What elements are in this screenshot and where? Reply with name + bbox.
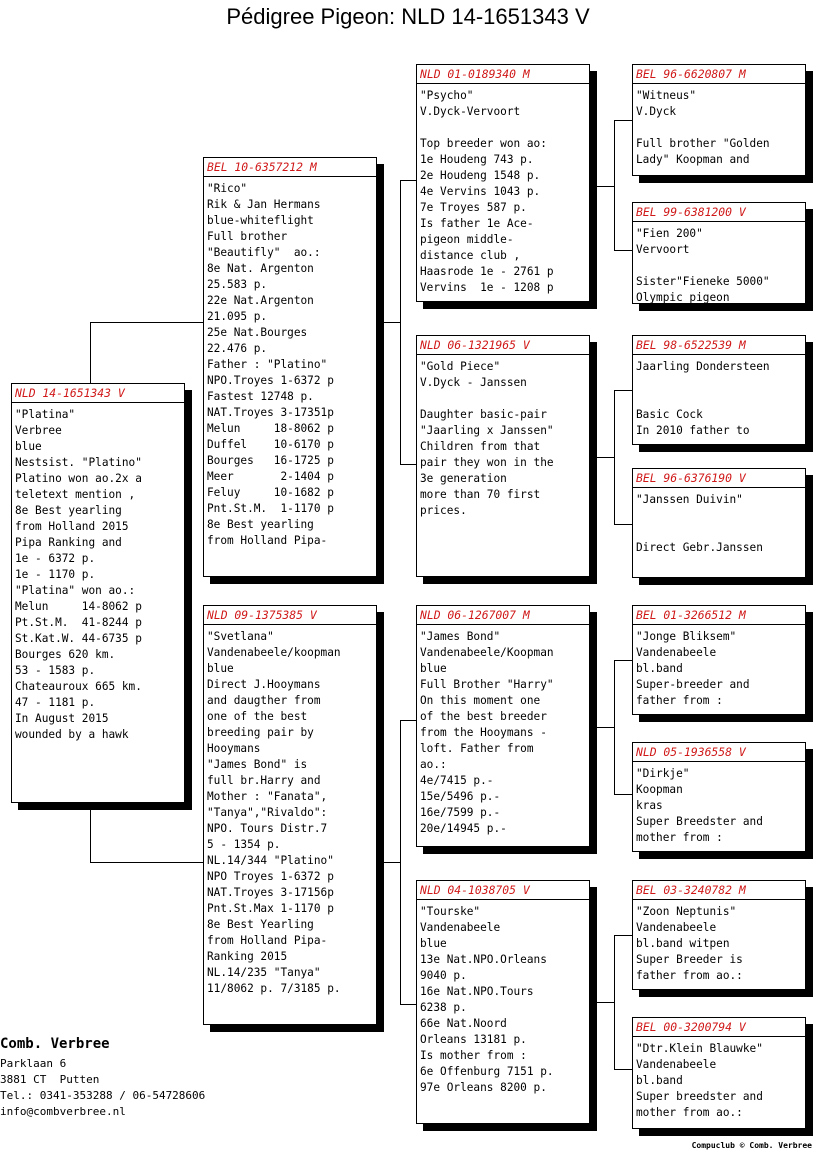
pigeon-notes xyxy=(420,359,586,519)
note-line: Vandenabeele xyxy=(636,921,717,934)
note-line: NL.14/344 "Platino" xyxy=(207,854,334,867)
note-line: from Holland 2015 xyxy=(15,520,129,533)
note-line: 4e Vervins 1043 p. xyxy=(420,185,541,198)
note-line: NPO.Troyes 1-6372 p xyxy=(207,374,334,387)
ring-number: NLD 06-1267007 M xyxy=(417,608,589,625)
connector xyxy=(614,524,632,525)
note-line: Vandenabeele/koopman xyxy=(207,646,341,659)
connector xyxy=(614,935,632,936)
note-line: 20e/14945 p.- xyxy=(420,822,507,835)
note-line xyxy=(636,120,802,136)
note-line: Sister"Fieneke 5000" xyxy=(636,275,770,288)
connector xyxy=(596,1002,614,1003)
note-line: 6e Offenburg 7151 p. xyxy=(420,1065,554,1078)
note-line: Bourges 620 km. xyxy=(15,648,116,661)
note-line: 1e Houdeng 743 p. xyxy=(420,153,534,166)
note-line: Super-breeder and xyxy=(636,678,750,691)
note-line: Super breedster and xyxy=(636,1090,763,1103)
pigeon-card-sire xyxy=(203,157,377,577)
pigeon-card-sss xyxy=(632,64,806,176)
connector xyxy=(90,322,204,323)
pigeon-notes xyxy=(420,629,586,837)
note-line: Basic Cock xyxy=(636,408,703,421)
pigeon-notes xyxy=(15,407,181,743)
note-line: Father : "Platino" xyxy=(207,358,328,371)
note-line xyxy=(420,120,586,136)
note-line: breeding pair by xyxy=(207,726,314,739)
note-line: 8e Best yearling xyxy=(15,504,122,517)
connector xyxy=(384,862,400,863)
note-line: On this moment one xyxy=(420,694,541,707)
note-line xyxy=(636,391,802,407)
note-line: Full Brother "Harry" xyxy=(420,678,554,691)
note-line: 22e Nat.Argenton xyxy=(207,294,314,307)
note-line: 16e Nat.NPO.Tours xyxy=(420,985,534,998)
note-line: pigeon middle- xyxy=(420,233,514,246)
note-line: Olympic pigeon xyxy=(636,291,730,304)
note-line: NL.14/235 "Tanya" xyxy=(207,966,321,979)
ring-number: BEL 00-3200794 V xyxy=(633,1020,805,1037)
note-line: father from : xyxy=(636,694,723,707)
note-line: NAT.Troyes 3-17351p xyxy=(207,406,334,419)
note-line: one of the best xyxy=(207,710,308,723)
ring-number: BEL 99-6381200 V xyxy=(633,205,805,222)
note-line xyxy=(636,508,802,524)
connector xyxy=(614,390,615,524)
note-line: blue xyxy=(420,937,447,950)
connector xyxy=(596,186,614,187)
note-line: Nestsist. "Platino" xyxy=(15,456,142,469)
note-line: "Platina" won ao.: xyxy=(15,584,136,597)
pigeon-card-dam-sire xyxy=(416,605,590,847)
pigeon-card-dds xyxy=(632,880,806,990)
connector xyxy=(614,794,632,795)
note-line: 16e/7599 p.- xyxy=(420,806,501,819)
note-line: Pt.St.M. 41-8244 p xyxy=(15,616,142,629)
note-line: "Gold Piece" xyxy=(420,360,501,373)
note-line: 25.583 p. xyxy=(207,278,268,291)
note-line: Melun 18-8062 p xyxy=(207,422,334,435)
note-line: "James Bond" is xyxy=(207,758,308,771)
pigeon-card-sds xyxy=(632,335,806,445)
note-line: 13e Nat.NPO.Orleans xyxy=(420,953,547,966)
connector xyxy=(614,120,632,121)
connector xyxy=(596,457,614,458)
owner-phone: Tel.: 0341-353288 / 06-54728606 xyxy=(0,1089,206,1102)
note-line: Hooymans xyxy=(207,742,261,755)
note-line: 53 - 1583 p. xyxy=(15,664,96,677)
pigeon-notes xyxy=(207,629,373,997)
pigeon-card-sdd xyxy=(632,468,806,578)
note-line: NPO. Tours Distr.7 xyxy=(207,822,328,835)
ring-number: BEL 96-6376190 V xyxy=(633,471,805,488)
note-line: Bourges 16-1725 p xyxy=(207,454,334,467)
ring-number: NLD 01-0189340 M xyxy=(417,67,589,84)
connector xyxy=(384,322,400,323)
owner-address: Parklaan 6 xyxy=(0,1057,67,1070)
note-line: Rik & Jan Hermans xyxy=(207,198,321,211)
note-line: Jaarling Dondersteen xyxy=(636,360,770,373)
connector xyxy=(614,935,615,1069)
note-line: 25e Nat.Bourges xyxy=(207,326,308,339)
note-line: "Beautifly" ao.: xyxy=(207,246,321,259)
note-line: teletext mention , xyxy=(15,488,136,501)
note-line: V.Dyck - Janssen xyxy=(420,376,527,389)
note-line: Pnt.St.M. 1-1170 p xyxy=(207,502,334,515)
note-line: V.Dyck xyxy=(636,105,677,118)
note-line: distance club , xyxy=(420,249,521,262)
note-line: Orleans 13181 p. xyxy=(420,1033,527,1046)
note-line: loft. Father from xyxy=(420,742,534,755)
note-line: NAT.Troyes 3-17156p xyxy=(207,886,334,899)
note-line: Fastest 12748 p. xyxy=(207,390,314,403)
note-line: mother from ao.: xyxy=(636,1106,743,1119)
connector xyxy=(614,250,632,251)
note-line: Platino won ao.2x a xyxy=(15,472,142,485)
note-line: Is mother from : xyxy=(420,1049,527,1062)
ring-number: NLD 14-1651343 V xyxy=(12,386,184,403)
credit-footer: Compuclub © Comb. Verbree xyxy=(691,1141,812,1150)
ring-number: BEL 98-6522539 M xyxy=(633,338,805,355)
note-line: prices. xyxy=(420,504,467,517)
note-line: Direct Gebr.Janssen xyxy=(636,541,763,554)
note-line xyxy=(636,524,802,540)
note-line: "Jaarling x Janssen" xyxy=(420,424,554,437)
pigeon-notes xyxy=(636,226,802,304)
note-line: Haasrode 1e - 2761 p xyxy=(420,265,554,278)
note-line: bl.band witpen xyxy=(636,937,730,950)
pigeon-card-dsd xyxy=(632,742,806,852)
note-line: Melun 14-8062 p xyxy=(15,600,142,613)
note-line: Vandenabeele xyxy=(636,1058,717,1071)
note-line: 9040 p. xyxy=(420,969,467,982)
note-line: Top breeder won ao: xyxy=(420,137,547,150)
note-line: NPO Troyes 1-6372 p xyxy=(207,870,334,883)
connector xyxy=(614,120,615,250)
note-line: Meer 2-1404 p xyxy=(207,470,334,483)
note-line: Verbree xyxy=(15,424,62,437)
pigeon-card-subject xyxy=(11,383,185,803)
pigeon-card-dam-dam xyxy=(416,880,590,1124)
note-line: mother from : xyxy=(636,831,723,844)
note-line: 66e Nat.Noord xyxy=(420,1017,507,1030)
ring-number: BEL 96-6620807 M xyxy=(633,67,805,84)
note-line: full br.Harry and xyxy=(207,774,321,787)
note-line: "Tanya","Rivaldo": xyxy=(207,806,328,819)
note-line: Lady" Koopman and xyxy=(636,153,750,166)
pigeon-card-dss xyxy=(632,605,806,715)
connector xyxy=(614,660,615,794)
note-line: from Holland Pipa- xyxy=(207,534,328,547)
note-line: V.Dyck-Vervoort xyxy=(420,105,521,118)
note-line: blue xyxy=(420,662,447,675)
note-line: Vervoort xyxy=(636,243,690,256)
note-line: Duffel 10-6170 p xyxy=(207,438,334,451)
note-line: 47 - 1181 p. xyxy=(15,696,96,709)
note-line: Vandenabeele/Koopman xyxy=(420,646,554,659)
ring-number: NLD 04-1038705 V xyxy=(417,883,589,900)
note-line: Vandenabeele xyxy=(636,646,717,659)
note-line: "Jonge Bliksem" xyxy=(636,630,737,643)
note-line: "Svetlana" xyxy=(207,630,274,643)
note-line xyxy=(636,375,802,391)
ring-number: BEL 01-3266512 M xyxy=(633,608,805,625)
page-title: Pédigree Pigeon: NLD 14-1651343 V xyxy=(226,4,590,29)
note-line: "Janssen Duivin" xyxy=(636,493,743,506)
note-line: blue xyxy=(15,440,42,453)
ring-number: NLD 06-1321965 V xyxy=(417,338,589,355)
note-line: Chateauroux 665 km. xyxy=(15,680,142,693)
note-line: "Zoon Neptunis" xyxy=(636,905,737,918)
note-line: ao.: xyxy=(420,758,447,771)
ring-number: NLD 05-1936558 V xyxy=(633,745,805,762)
note-line: "Rico" xyxy=(207,182,248,195)
note-line: Full brother xyxy=(207,230,288,243)
note-line: "Psycho" xyxy=(420,89,474,102)
note-line: Pipa Ranking and xyxy=(15,536,122,549)
note-line: from the Hooymans - xyxy=(420,726,547,739)
pigeon-notes xyxy=(636,359,802,439)
note-line: 11/8062 p. 7/3185 p. xyxy=(207,982,341,995)
note-line: In August 2015 xyxy=(15,712,109,725)
pigeon-notes xyxy=(420,904,586,1096)
note-line: Vandenabeele xyxy=(420,921,501,934)
note-line: 8e Best yearling xyxy=(207,518,314,531)
pigeon-card-ssd xyxy=(632,202,806,304)
ring-number: NLD 09-1375385 V xyxy=(204,608,376,625)
pigeon-card-sire-dam xyxy=(416,335,590,577)
pigeon-notes xyxy=(636,492,802,556)
note-line: 8e Nat. Argenton xyxy=(207,262,314,275)
owner-name: Comb. Verbree xyxy=(0,1036,110,1052)
pigeon-notes xyxy=(636,766,802,846)
connector xyxy=(90,808,91,862)
connector xyxy=(614,1069,632,1070)
note-line: bl.band xyxy=(636,662,683,675)
connector xyxy=(614,390,632,391)
note-line: pair they won in the xyxy=(420,456,554,469)
note-line: wounded by a hawk xyxy=(15,728,129,741)
connector xyxy=(400,720,401,1004)
note-line: Koopman xyxy=(636,783,683,796)
note-line: 5 - 1354 p. xyxy=(207,838,281,851)
note-line: 97e Orleans 8200 p. xyxy=(420,1081,547,1094)
pigeon-card-ddd xyxy=(632,1017,806,1129)
note-line: 3e generation xyxy=(420,472,507,485)
note-line: 1e - 6372 p. xyxy=(15,552,96,565)
note-line: Children from that xyxy=(420,440,541,453)
note-line: 2e Houdeng 1548 p. xyxy=(420,169,541,182)
note-line: "Fien 200" xyxy=(636,227,703,240)
ring-number: BEL 10-6357212 M xyxy=(204,160,376,177)
connector xyxy=(400,1004,417,1005)
note-line: 7e Troyes 587 p. xyxy=(420,201,527,214)
note-line: "James Bond" xyxy=(420,630,501,643)
pigeon-notes xyxy=(207,181,373,549)
note-line: Direct J.Hooymans xyxy=(207,678,321,691)
connector xyxy=(614,660,632,661)
connector xyxy=(400,720,417,721)
note-line: Vervins 1e - 1208 p xyxy=(420,281,554,294)
note-line: from Holland Pipa- xyxy=(207,934,328,947)
note-line: of the best breeder xyxy=(420,710,547,723)
note-line: Full brother "Golden xyxy=(636,137,770,150)
owner-info xyxy=(0,1036,205,1120)
owner-postcode: 3881 CT Putten xyxy=(0,1073,100,1086)
ring-number: BEL 03-3240782 M xyxy=(633,883,805,900)
pigeon-notes xyxy=(636,88,802,168)
pigeon-card-sire-sire xyxy=(416,64,590,302)
note-line: Pnt.St.Max 1-1170 p xyxy=(207,902,334,915)
note-line: 1e - 1170 p. xyxy=(15,568,96,581)
pigeon-card-dam xyxy=(203,605,377,1025)
note-line: 4e/7415 p.- xyxy=(420,774,494,787)
note-line xyxy=(636,258,802,274)
note-line: more than 70 first xyxy=(420,488,541,501)
note-line: St.Kat.W. 44-6735 p xyxy=(15,632,142,645)
connector xyxy=(596,727,614,728)
note-line: "Dirkje" xyxy=(636,767,690,780)
pigeon-notes xyxy=(636,904,802,984)
connector xyxy=(400,180,417,181)
connector xyxy=(400,464,417,465)
note-line: "Witneus" xyxy=(636,89,697,102)
note-line: 22.476 p. xyxy=(207,342,268,355)
note-line: Mother : "Fanata", xyxy=(207,790,328,803)
note-line: Feluy 10-1682 p xyxy=(207,486,334,499)
note-line: 6238 p. xyxy=(420,1001,467,1014)
connector xyxy=(400,180,401,464)
pigeon-notes xyxy=(636,629,802,709)
pigeon-notes xyxy=(636,1041,802,1121)
note-line: "Tourske" xyxy=(420,905,481,918)
connector xyxy=(90,322,91,384)
note-line: Is father 1e Ace- xyxy=(420,217,534,230)
note-line xyxy=(420,391,586,407)
connector xyxy=(90,862,204,863)
note-line: Daughter basic-pair xyxy=(420,408,547,421)
note-line: Super Breedster and xyxy=(636,815,763,828)
note-line: 8e Best Yearling xyxy=(207,918,314,931)
note-line: kras xyxy=(636,799,663,812)
note-line: 15e/5496 p.- xyxy=(420,790,501,803)
note-line: In 2010 father to xyxy=(636,424,750,437)
note-line: 21.095 p. xyxy=(207,310,268,323)
note-line: "Platina" xyxy=(15,408,76,421)
note-line: and daugther from xyxy=(207,694,321,707)
note-line: father from ao.: xyxy=(636,969,743,982)
note-line: bl.band xyxy=(636,1074,683,1087)
pigeon-notes xyxy=(420,88,586,296)
note-line: blue-whiteflight xyxy=(207,214,314,227)
note-line: "Dtr.Klein Blauwke" xyxy=(636,1042,763,1055)
note-line: Super Breeder is xyxy=(636,953,743,966)
note-line: blue xyxy=(207,662,234,675)
note-line: Ranking 2015 xyxy=(207,950,288,963)
owner-email[interactable]: info@combverbree.nl xyxy=(0,1105,126,1118)
